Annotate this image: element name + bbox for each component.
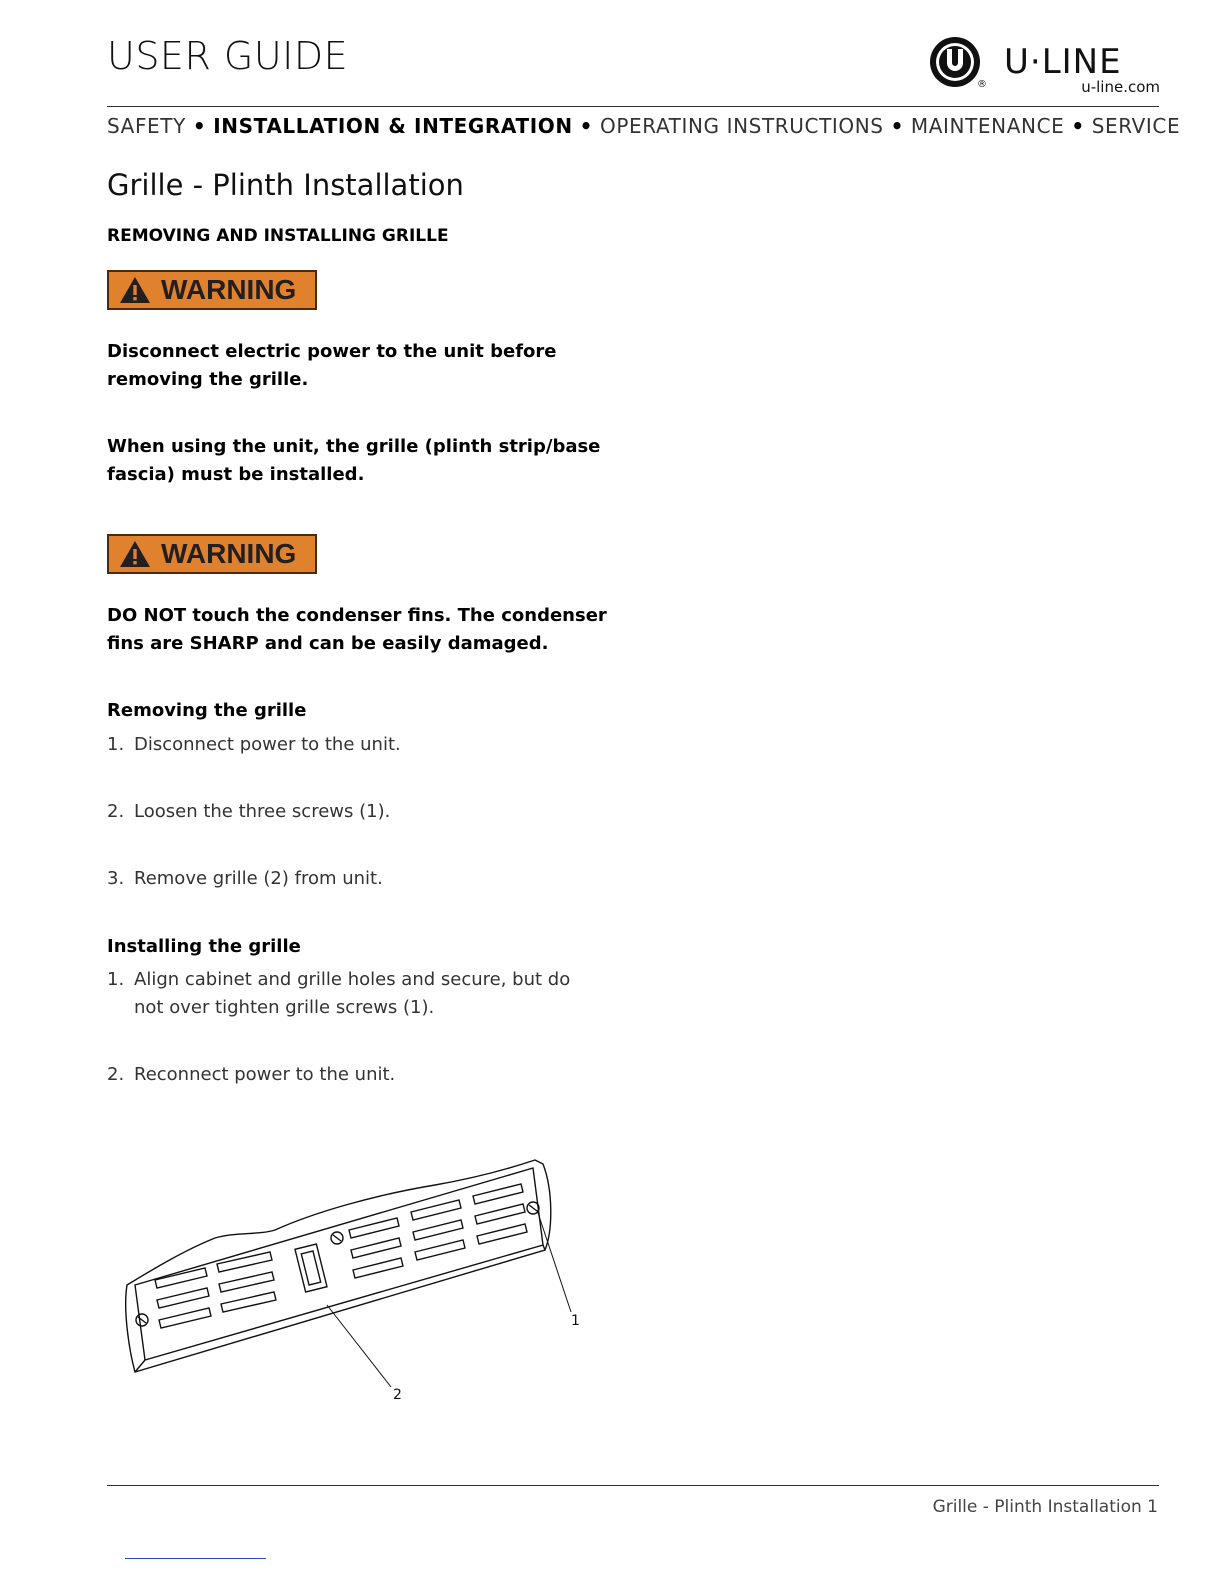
nav-item-service[interactable]: SERVICE xyxy=(1091,114,1181,138)
list-item xyxy=(107,865,597,893)
page-heading: Grille - Plinth Installation xyxy=(107,168,464,202)
list-item xyxy=(107,966,597,1022)
note-line: fascia) must be installed. xyxy=(107,464,365,485)
nav-separator: • xyxy=(890,114,904,138)
warning-text xyxy=(107,602,607,658)
warning-label: WARNING xyxy=(161,538,297,569)
step-text: Remove grille (2) from unit. xyxy=(134,868,383,889)
nav-item-safety[interactable]: SAFETY xyxy=(107,114,186,138)
step-text: Align cabinet and grille holes and secure, but do not over tighten grille screws (1). xyxy=(134,969,571,1018)
link-underline xyxy=(125,1558,266,1559)
warning-text-line: Disconnect electric power to the unit before xyxy=(107,341,557,362)
brand-wordmark: U·LINE xyxy=(1004,42,1122,82)
list-item xyxy=(107,798,597,826)
callout-2-label: 2 xyxy=(393,1387,402,1403)
step-number: 1. xyxy=(107,969,125,990)
step-number: 2. xyxy=(107,801,125,822)
step-number: 2. xyxy=(107,1064,125,1085)
callout-1-leader xyxy=(537,1210,571,1312)
page-footer: Grille - Plinth Installation 1 xyxy=(932,1497,1158,1517)
list-item xyxy=(107,731,597,759)
power-switch xyxy=(295,1244,327,1292)
nav-separator: • xyxy=(1071,114,1085,138)
grille-required-note xyxy=(107,433,607,489)
grille-bottom-lip xyxy=(135,1245,545,1372)
warning-triangle-icon xyxy=(119,276,151,304)
warning-label: WARNING xyxy=(161,274,297,305)
note-line: When using the unit, the grille (plinth strip/base xyxy=(107,436,601,457)
document-title: USER GUIDE xyxy=(107,34,349,78)
section-nav xyxy=(107,114,1181,138)
warning-badge xyxy=(107,270,317,310)
installing-heading: Installing the grille xyxy=(107,936,301,957)
section-heading: REMOVING AND INSTALLING GRILLE xyxy=(107,226,449,246)
nav-item-maintenance[interactable]: MAINTENANCE xyxy=(910,114,1065,138)
footer-divider xyxy=(107,1485,1159,1486)
step-text: Reconnect power to the unit. xyxy=(134,1064,396,1085)
warning-text xyxy=(107,338,607,394)
vent-slots-left xyxy=(155,1252,276,1328)
warning-triangle-icon xyxy=(119,540,151,568)
warning-text-line: DO NOT touch the condenser fins. The condenser xyxy=(107,605,607,626)
step-text: Disconnect power to the unit. xyxy=(134,734,401,755)
brand-url[interactable]: u-line.com xyxy=(1081,78,1160,96)
warning-badge xyxy=(107,534,317,574)
nav-item-operating-instructions[interactable]: OPERATING INSTRUCTIONS xyxy=(600,114,884,138)
grille-diagram xyxy=(115,1150,595,1410)
warning-text-line: fins are SHARP and can be easily damaged. xyxy=(107,633,549,654)
registered-mark: ® xyxy=(977,79,987,90)
callout-1-label: 1 xyxy=(571,1313,580,1329)
nav-item-installation-integration[interactable]: INSTALLATION & INTEGRATION xyxy=(213,114,573,138)
list-item xyxy=(107,1061,597,1089)
warning-text-line: removing the grille. xyxy=(107,369,309,390)
header-divider xyxy=(107,106,1159,107)
nav-separator: • xyxy=(579,114,594,138)
grille-front-face xyxy=(135,1168,543,1360)
callout-2-leader xyxy=(327,1305,391,1387)
step-number: 3. xyxy=(107,868,125,889)
nav-separator: • xyxy=(192,114,207,138)
step-text: Loosen the three screws (1). xyxy=(134,801,391,822)
step-number: 1. xyxy=(107,734,125,755)
removing-heading: Removing the grille xyxy=(107,700,307,721)
